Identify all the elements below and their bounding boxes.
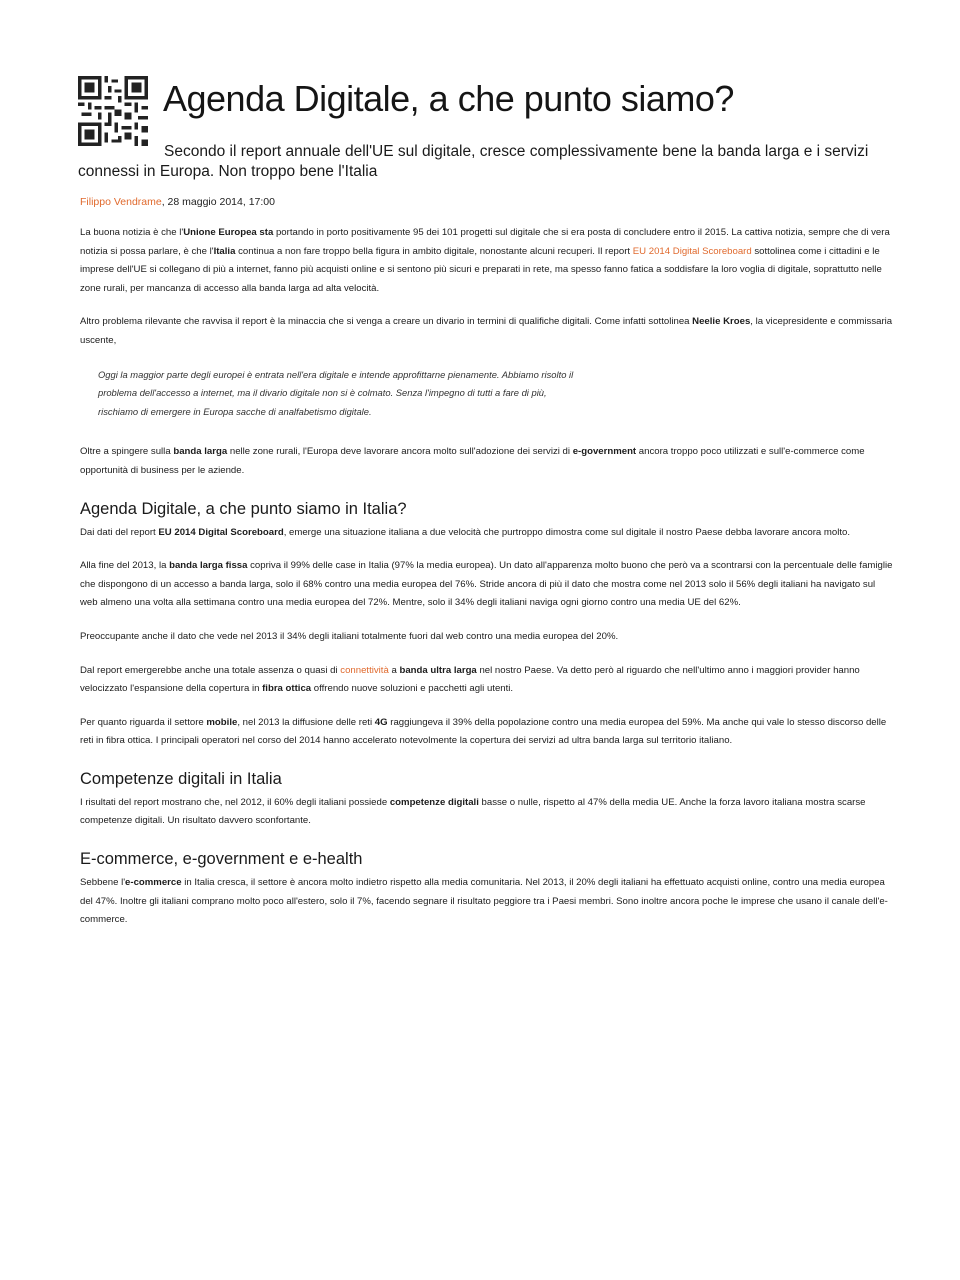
article-body <box>80 224 894 945</box>
text-run: , emerge una situazione italiana a due velocità che purtroppo dimostra come sul digitale il nostro Paese debba lavorare ancora molto. <box>283 526 851 538</box>
paragraph <box>80 313 894 350</box>
text-run: I risultati del report mostrano che, nel 2012, il 60% degli italiani possiede <box>80 796 390 808</box>
text-run: ancora troppo poco utilizzati e sull'e-commerce come opportunità di business per le aziende. <box>80 446 865 476</box>
text-run: portando in porto positivamente 95 dei 101 progetti sul digitale che si era posta di concludere entro il 2015. La cattiva notizia, sempre che di vera notizia si possa parlare, è che l' <box>80 227 890 257</box>
bold-text: e-commerce <box>125 877 182 889</box>
bold-text: banda larga fissa <box>169 560 248 572</box>
text-run: Alla fine del 2013, la <box>80 560 170 572</box>
bold-text: banda larga <box>173 446 228 458</box>
paragraph <box>80 443 894 480</box>
connettivita-link[interactable]: connettività <box>340 664 389 676</box>
text-run: in Italia cresca, il settore è ancora molto indietro rispetto alla media comunitaria. Nel 2013, il 20% degli italiani ha effettuato acquisti online, contro una media europea del 47%. Inoltre gli italiani comprano molto poco all'estero, solo il 7%, facendo segnare il risultato peggiore tra i Paesi membri. Sono inoltre ancora poche le imprese che usano il canale dell'e-commerce. <box>80 877 888 926</box>
author-link[interactable]: Filippo Vendrame <box>80 196 162 208</box>
section-heading: Competenze digitali in Italia <box>80 769 282 788</box>
text-run: Sebbene l' <box>80 877 126 889</box>
text-run: sottolinea come i cittadini e le imprese dell'UE si collegano di più a internet, fanno più acquisti online e si sentono più sicuri e preparati in rete, ma spesso fanno fatica a soddisfare la loro voglia di digitale, soprattutto nelle zone rurali, per mancanza di accesso alla banda larga ad alta velocità. <box>80 245 882 294</box>
text-run: nelle zone rurali, l'Europa deve lavorare ancora molto sull'adozione dei servizi di <box>227 446 573 458</box>
publish-date: , 28 maggio 2014, 17:00 <box>161 196 275 208</box>
text-run: copriva il 99% delle case in Italia (97% la media europea). Un dato all'apparenza molto buono che però va a scontrarsi con la percentuale delle famiglie che dispongono di un accesso a banda larga, solo il 68% contro una media europea del 76%. Stride ancora di più il dato che mostra come nel 2013 solo il 56% degli italiani ha navigato sul web almeno una volta alla settimana contro una media europea del 72%. Mentre, solo il 34% degli italiani naviga ogni giorno contro una media UE del 62%. <box>80 560 893 609</box>
text-run: basse o nulle, rispetto al 47% della media UE. Anche la forza lavoro italiana mostra scarse competenze digitali. Un risultato davvero sconfortante. <box>80 796 866 827</box>
paragraph <box>80 557 894 613</box>
section-heading: Agenda Digitale, a che punto siamo in Italia? <box>80 499 407 518</box>
paragraph <box>80 224 894 298</box>
quote: Oggi la maggior parte degli europei è entrata nell'era digitale e intende approfittarne pienamente. Abbiamo risolto il problema dell'accesso a internet, ma il divario digitale non si è colmato. Senza l'impegno di tutti a fare di più, rischiamo di emergere in Europa sacche di analfabetismo digitale. <box>98 368 574 417</box>
article-title: Agenda Digitale, a che punto siamo? <box>163 78 734 119</box>
bold-text: EU 2014 Digital Scoreboard <box>158 526 284 538</box>
text-run: continua a non fare troppo bella figura in ambito digitale, nonostante alcuni recuperi. Il report <box>235 245 633 257</box>
article-subtitle: Secondo il report annuale dell'UE sul digitale, cresce complessivamente bene la banda larga e i servizi connessi in Europa. Non troppo bene l'Italia <box>78 143 869 180</box>
bold-text: mobile <box>206 716 238 728</box>
text-run: Dai dati del report <box>80 526 159 538</box>
text-run: offrendo nuove soluzioni e pacchetti agli utenti. <box>311 683 514 695</box>
bold-text: competenze digitali <box>389 796 479 808</box>
byline <box>80 196 275 208</box>
text-run: Oltre a spingere sulla <box>80 446 174 458</box>
bold-text: banda ultra larga <box>399 664 477 676</box>
bold-text: fibra ottica <box>262 683 312 695</box>
section-heading: E-commerce, e-government e e-health <box>80 850 363 869</box>
bold-text: Italia <box>213 245 236 257</box>
text-run: Dal report emergerebbe anche una totale assenza o quasi di <box>80 664 341 676</box>
bold-text: Unione Europea sta <box>183 227 274 238</box>
paragraph <box>80 794 894 831</box>
paragraph <box>80 874 894 930</box>
text-run: La buona notizia è che l' <box>80 227 184 238</box>
text-run: , nel 2013 la diffusione delle reti <box>237 716 375 728</box>
text-run: , la vicepresidente e commissaria uscente, <box>80 316 893 346</box>
qr-code-icon <box>78 76 148 146</box>
scoreboard-link[interactable]: EU 2014 Digital Scoreboard <box>632 245 752 257</box>
paragraph <box>80 662 894 699</box>
paragraph <box>80 524 894 543</box>
text-run: Per quanto riguarda il settore <box>80 716 207 728</box>
bold-text: Neelie Kroes <box>692 316 751 328</box>
text-run: nel nostro Paese. Va detto però al riguardo che nell'ultimo anno i maggiori provider hanno velocizzato l'espansione della copertura in <box>80 664 860 695</box>
text-run: raggiungeva il 39% della popolazione contro una media europea del 59%. Ma anche qui vale lo stesso discorso delle reti in fibra ottica. I principali operatori nel corso del 2014 hanno accelerato notevolmente la copertura dei servizi ad ultra banda larga sul territorio italiano. <box>80 716 887 747</box>
bold-text: 4G <box>374 716 388 728</box>
bold-text: e-government <box>572 446 637 458</box>
paragraph <box>80 714 894 751</box>
paragraph: Preoccupante anche il dato che vede nel 2013 il 34% degli italiani totalmente fuori dal web contro una media europea del 20%. <box>80 630 619 642</box>
text-run: Altro problema rilevante che ravvisa il report è la minaccia che si venga a creare un divario in termini di qualifiche digitali. Come infatti sottolinea <box>80 316 693 328</box>
text-run: a <box>388 664 400 676</box>
